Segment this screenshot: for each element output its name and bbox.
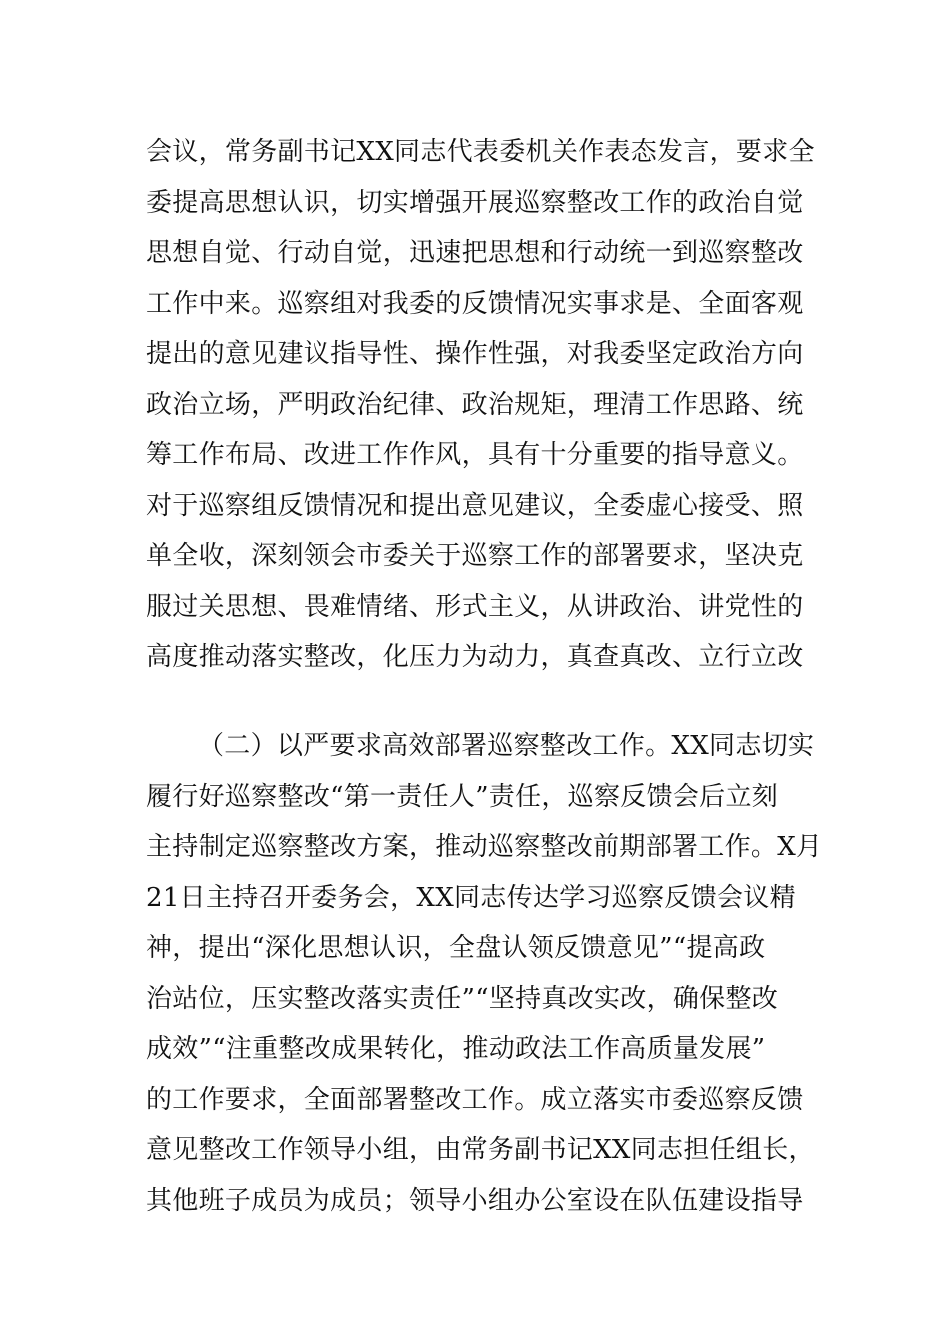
text-line: 委提高思想认识，切实增强开展巡察整改工作的政治自觉 [146,187,804,218]
text-line: 成效”“注重整改成果转化，推动政法工作高质量发展” [146,1034,766,1064]
text-line: 神，提出“深化思想认识，全盘认领反馈意见”“提高政 [146,933,766,963]
text-line: 会议，常务副书记XX同志代表委机关作表态发言，要求全 [146,137,815,167]
text-line: 其他班子成员为成员；领导小组办公室设在队伍建设指导 [146,1185,804,1216]
text-line: 对于巡察组反馈情况和提出意见建议，全委虚心接受、照 [146,490,804,521]
text-line: 主持制定巡察整改方案，推动巡察整改前期部署工作。X月 [146,832,823,862]
text-line: 思想自觉、行动自觉，迅速把思想和行动统一到巡察整改 [146,238,804,268]
paragraph-section-2 [146,721,826,1226]
text-line: 治站位，压实整改落实责任”“坚持真改实改，确保整改 [146,983,779,1014]
text-line: 工作中来。巡察组对我委的反馈情况实事求是、全面客观 [146,288,804,319]
text-line: 的工作要求，全面部署整改工作。成立落实市委巡察反馈 [146,1084,804,1115]
section-heading-line: （二）以严要求高效部署巡察整改工作。XX同志切实 [198,731,815,761]
text-line: 服过关思想、畏难情绪、形式主义，从讲政治、讲党性的 [146,591,804,622]
text-line: 履行好巡察整改“第一责任人”责任，巡察反馈会后立刻 [146,781,779,812]
paragraph-continued [146,127,826,683]
text-line: 筹工作布局、改进工作作风，具有十分重要的指导意义。 [146,440,804,470]
text-line: 提出的意见建议指导性、操作性强，对我委坚定政治方向 [146,339,804,369]
text-line: 21日主持召开委务会，XX同志传达学习巡察反馈会议精 [146,882,796,913]
text-line: 意见整改工作领导小组，由常务副书记XX同志担任组长， [146,1135,815,1165]
text-line: 高度推动落实整改，化压力为动力，真查真改、立行立改 [146,642,804,672]
text-line: 政治立场，严明政治纪律、政治规矩，理清工作思路、统 [146,389,804,420]
text-line: 单全收，深刻领会市委关于巡察工作的部署要求，坚决克 [146,541,804,571]
